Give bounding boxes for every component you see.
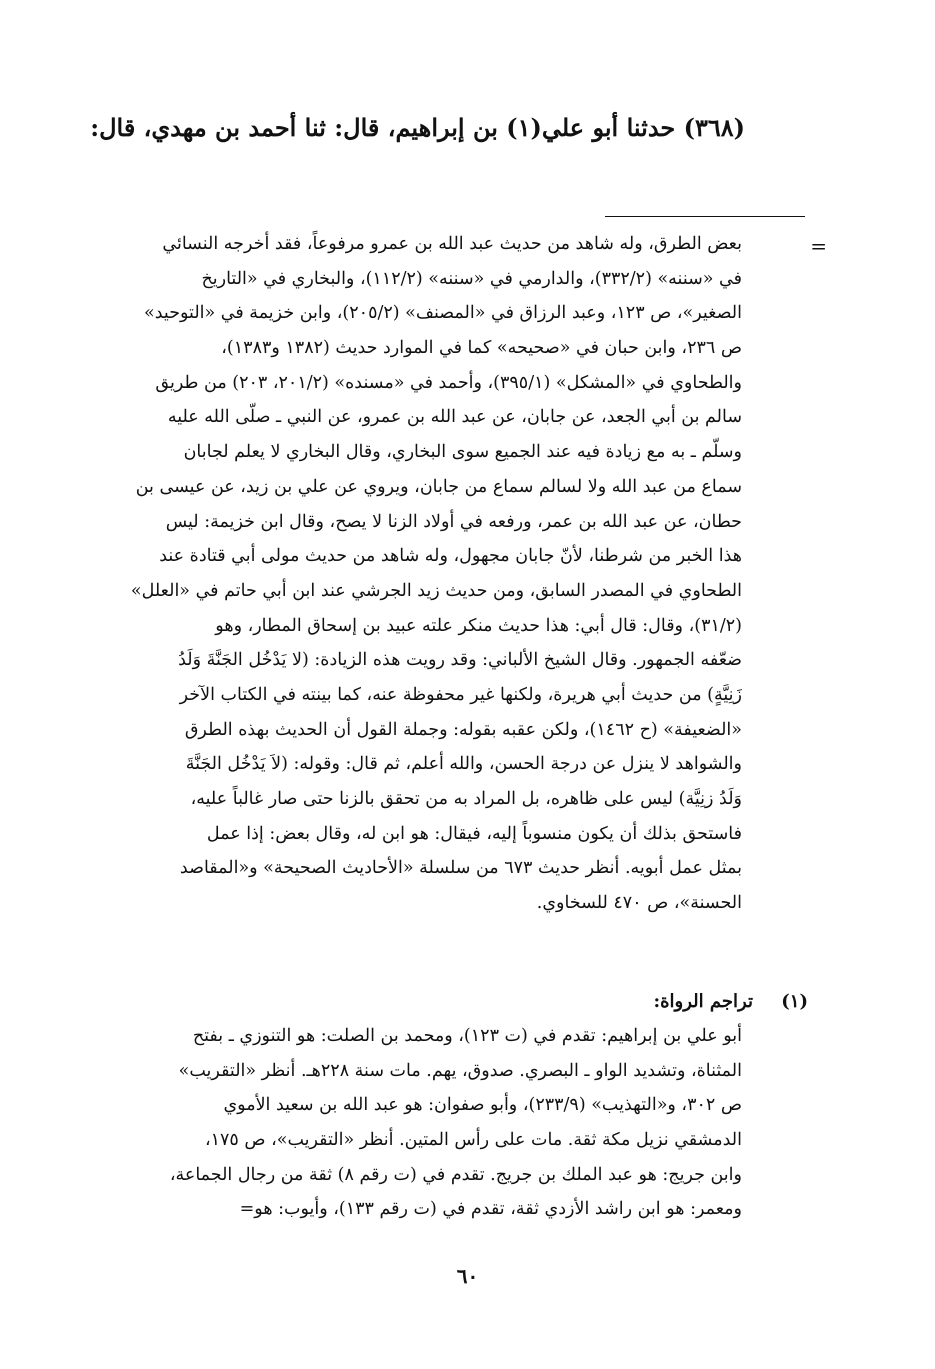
footnote-continued-block [92, 227, 742, 921]
footnote-number: (١) [781, 991, 808, 1012]
footnote-line: سماع من عبد الله ولا لسالم سماع من جابان، ويروي عن علي بن زيد، عن عيسى بن [135, 476, 742, 497]
footnote-line: الدمشقي نزيل مكة ثقة. مات على رأس المتين. أنظر «التقريب»، ص ١٧٥، [204, 1130, 742, 1151]
footnote-line: زَنِيَّةٍ) من حديث أبي هريرة، ولكنها غير محفوظة عنه، كما بينته في الكتاب الآخر [179, 684, 742, 705]
page-number: ٦٠ [456, 1264, 479, 1288]
footnote-line: بمثل عمل أبويه. أنظر حديث ٦٧٣ من سلسلة «الأحاديث الصحيحة» و«المقاصد [179, 858, 742, 879]
footnote-1-block [92, 1019, 742, 1227]
footnote-line: والطحاوي في «المشكل» (٣٩٥/١)، وأحمد في «مسنده» (٢٠١/٢، ٢٠٣) من طريق [155, 372, 742, 393]
footnote-title: تراجم الرواة: [653, 991, 753, 1012]
footnote-line: في «سننه» (٣٣٢/٢)، والدارمي في «سننه» (١١٢/٢)، والبخاري في «التاريخ [201, 268, 742, 289]
footnote-line: حطان، عن عبد الله بن عمر، ورفعه في أولاد الزنا لا يصح، وقال ابن خزيمة: ليس [165, 511, 742, 532]
footnote-line: وسلّم ـ به مع زيادة فيه عند الجميع سوى البخاري، وقال البخاري لا يعلم لجابان [183, 442, 742, 463]
footnote-separator [605, 216, 805, 217]
footnote-line: وَلَدُ زنِيَّة) ليس على ظاهره، بل المراد به من تحقق بالزنا حتى صار غالباً عليه، [190, 789, 742, 809]
footnote-line: ومعمر: هو ابن راشد الأزدي ثقة، تقدم في (ت رقم ١٣٣)، وأيوب: هو= [239, 1199, 742, 1220]
footnote-line: (٣١/٢)، وقال: قال أبي: هذا حديث منكر علته عبيد بن إسحاق المطار، وهو [215, 615, 742, 636]
footnote-line: بعض الطرق، وله شاهد من حديث عبد الله بن عمرو مرفوعاً، فقد أخرجه النسائي [162, 234, 742, 254]
footnote-line: المثناة، وتشديد الواو ـ البصري. صدوق، يهم. مات سنة ٢٢٨هـ. أنظر «التقريب» [178, 1060, 742, 1081]
footnote-line: ص ٣٠٢، و«التهذيب» (٢٣٣/٩)، وأبو صفوان: هو عبد الله بن سعيد الأموي [223, 1095, 742, 1116]
footnote-line: هذا الخبر من شرطنا، لأنّ جابان مجهول، وله شاهد من حديث مولى أبي قتادة عند [159, 546, 742, 567]
hadith-chain-line: (٣٦٨) حدثنا أبو علي(١) بن إبراهيم، قال: ثنا أحمد بن مهدي، قال: [90, 113, 745, 142]
footnote-line: فاستحق بذلك أن يكون منسوباً إليه، فيقال: هو ابن له، وقال بعض: إذا عمل [206, 823, 742, 844]
footnote-line: سالم بن أبي الجعد، عن جابان، عن عبد الله بن عمرو، عن النبي ـ صلّى الله عليه [167, 407, 742, 428]
footnote-heading [653, 985, 808, 1019]
footnote-line: الصغير»، ص ١٢٣، وعبد الرزاق في «المصنف» (٢٠٥/٢)، وابن خزيمة في «التوحيد» [144, 303, 742, 324]
footnote-line: الحسنة»، ص ٤٧٠ للسخاوي. [536, 893, 742, 914]
footnote-line: الطحاوي في المصدر السابق، ومن حديث زيد الجرشي عند ابن أبي حاتم في «العلل» [130, 580, 742, 601]
footnote-line: أبو علي بن إبراهيم: تقدم في (ت ١٢٣)، ومحمد بن الصلت: هو التنوزي ـ بفتح [192, 1026, 742, 1046]
footnote-line: ص ٢٣٦، وابن حبان في «صحيحه» كما في الموارد حديث (١٣٨٢ و١٣٨٣)، [221, 338, 742, 359]
footnote-line: «الضعيفة» (ح ١٤٦٢)، ولكن عقبه بقوله: وجملة القول أن الحديث بهذه الطرق [184, 719, 742, 740]
footnote-line: وابن جريج: هو عبد الملك بن جريج. تقدم في (ت رقم ٨) ثقة من رجال الجماعة، [169, 1164, 742, 1185]
footnote-line: والشواهد لا ينزل عن درجة الحسن، والله أعلم، ثم قال: وقوله: (لاَ يَدْخُل الجَنَّةَ [185, 754, 742, 775]
footnote-line: ضعّفه الجمهور. وقال الشيخ الألباني: وقد رويت هذه الزيادة: (لا يَدْخُل الجَنَّةَ وَلَدُ [178, 650, 742, 671]
continuation-mark: = [810, 234, 827, 258]
